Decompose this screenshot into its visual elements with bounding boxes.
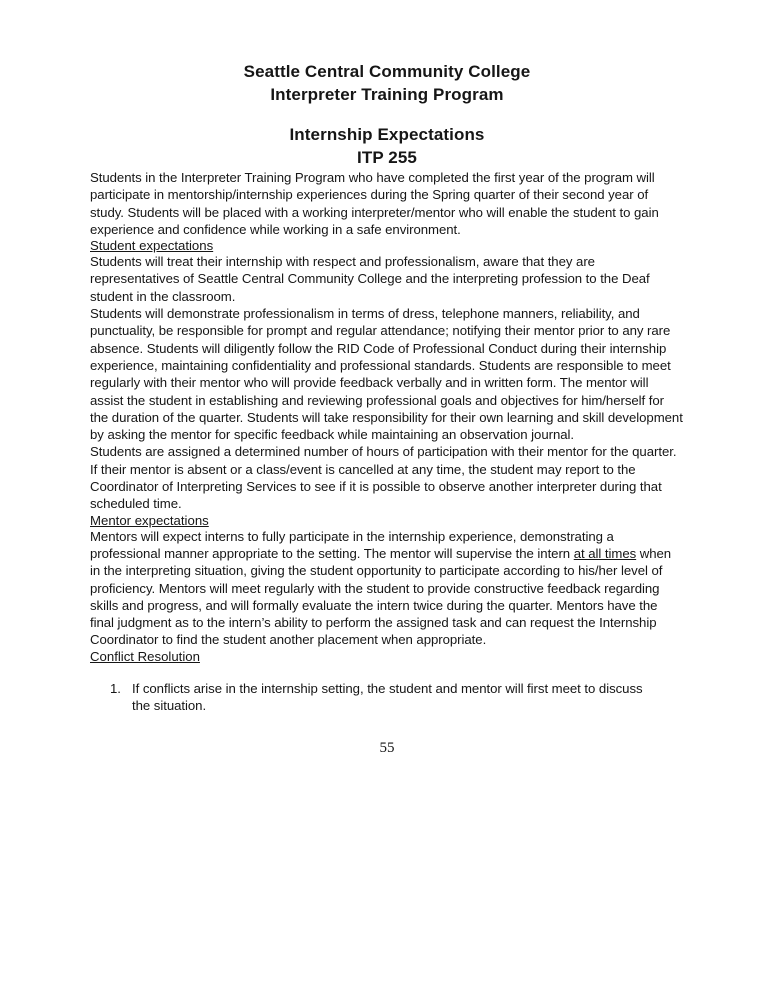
list-item [110, 680, 684, 715]
mentor-paragraph [90, 528, 684, 649]
mentor-paragraph-underlined-phrase: at all times [573, 545, 637, 561]
student-paragraph-1: Students will treat their internship with respect and professionalism, aware that they are representatives of Seattle Central Community College and the interpreting profession to the Deaf student in the classroom. [90, 254, 650, 304]
mentor-paragraph-text-after: when in the interpreting situation, giving the student opportunity to participate according to his/her level of proficiency. Mentors will meet regularly with the student to provide constructive feedback regarding skills and progress, and will formally evaluate the intern twice during the quarter. Mentors have the final judgment as to the intern’s ability to perform the assigned task and can request the Internship Coordinator to find the student another placement when appropriate. [90, 545, 672, 648]
document-header [90, 60, 684, 106]
list-item-number: 1. [110, 680, 121, 696]
student-paragraph-3: Students are assigned a determined number of hours of participation with their mentor for the quarter. If their mentor is absent or a class/event is cancelled at any time, the student may report to the Coordinator of Interpreting Services to see if it is possible to observe another interpreter during that scheduled time. [90, 444, 677, 512]
intro-paragraph: Students in the Interpreter Training Program who have completed the first year of the program will participate in mentorship/internship experiences during the Spring quarter of their second year of study. Students will be placed with a working interpreter/mentor who will enable the student to gain experience and confidence while working in a safe environment. [90, 170, 659, 237]
page-number: 55 [379, 740, 395, 757]
mentor-paragraph-text-before: Mentors will expect interns to fully participate in the internship experience, demonstrating a professional manner appropriate to the setting. The mentor will supervise the intern [90, 528, 614, 561]
conflict-resolution-list [90, 680, 684, 715]
section-heading-student-expectations: Student expectations [90, 238, 214, 254]
document-subheader [90, 123, 684, 169]
section-heading-mentor-expectations: Mentor expectations [90, 512, 209, 528]
student-paragraph-2: Students will demonstrate professionalism in terms of dress, telephone manners, reliability, and punctuality, be responsible for prompt and regular attendance; notifying their mentor prior to any rare absence. Students will diligently follow the RID Code of Professional Conduct during their internship experience, maintaining confidentiality and professional standards. Students are responsible to meet regularly with their mentor who will provide feedback verbally and in written form. The mentor will assist the student in establishing and reviewing professional goals and objectives for him/herself for the duration of the quarter. Students will take responsibility for their own learning and skill development by asking the mentor for specific feedback while maintaining an observation journal. [90, 306, 683, 443]
document-title: Internship Expectations [289, 125, 485, 144]
header-program-name: Interpreter Training Program [270, 85, 504, 104]
list-item-text: If conflicts arise in the internship setting, the student and mentor will first meet to discuss the situation. [132, 680, 643, 714]
header-college-name: Seattle Central Community College [243, 62, 531, 81]
section-heading-conflict-resolution: Conflict Resolution [90, 648, 200, 664]
course-code: ITP 255 [357, 148, 417, 167]
